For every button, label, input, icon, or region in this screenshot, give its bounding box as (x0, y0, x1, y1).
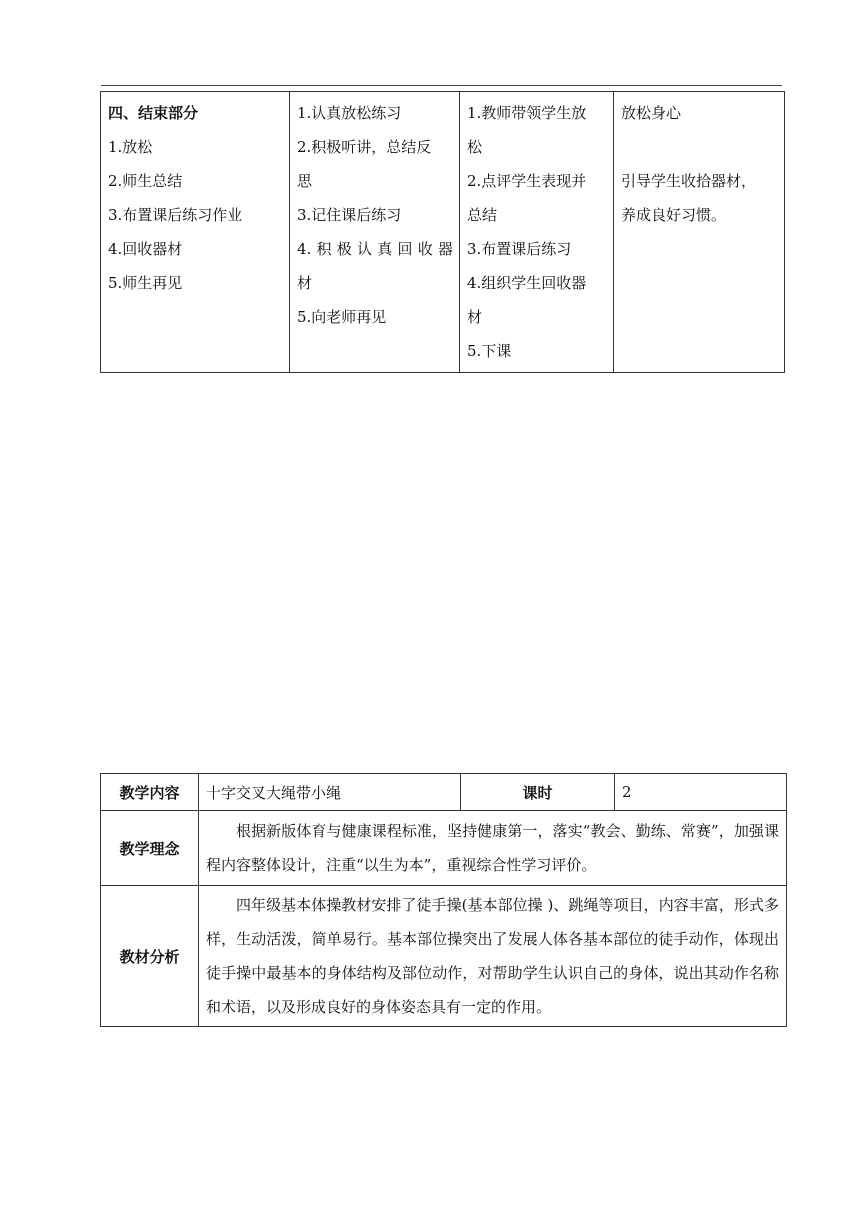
list-item: 3.记住课后练习 (297, 206, 402, 224)
hours-label: 课时 (461, 774, 615, 811)
philosophy-row (101, 811, 787, 886)
list-item: 2.师生总结 (108, 172, 183, 190)
list-item: 4.积极认真回收器 (297, 240, 453, 258)
content-row (101, 774, 787, 811)
lesson-info-table (100, 773, 787, 1027)
list-item: 5.向老师再见 (297, 308, 387, 326)
list-item: 1.放松 (108, 138, 153, 156)
content-label: 教学内容 (101, 774, 199, 811)
list-item: 材 (467, 308, 483, 326)
section-heading: 四、结束部分 (108, 104, 199, 122)
list-item: 2.积极听讲，总结反 (297, 138, 432, 156)
ending-row (101, 92, 785, 373)
content-value: 十字交叉大绳带小绳 (199, 774, 461, 811)
list-item: 思 (297, 172, 313, 190)
ending-col-goal (614, 92, 785, 373)
list-item: 3.布置课后练习 (467, 240, 572, 258)
list-item: 材 (297, 274, 313, 292)
list-item: 5.师生再见 (108, 274, 183, 292)
list-item: 3.布置课后练习作业 (108, 206, 243, 224)
ending-section-table (100, 91, 785, 373)
list-item: 放松身心 (621, 104, 682, 122)
list-item: 1.教师带领学生放 (467, 104, 587, 122)
list-item: 4.组织学生回收器 (467, 274, 587, 292)
list-item: 1.认真放松练习 (297, 104, 402, 122)
ending-col-student (290, 92, 460, 373)
list-item: 4.回收器材 (108, 240, 183, 258)
ending-col-teacher (460, 92, 614, 373)
list-item: 引导学生收拾器材， (621, 172, 757, 190)
ending-col-content (101, 92, 290, 373)
philosophy-label: 教学理念 (101, 811, 199, 886)
hours-value: 2 (615, 774, 787, 811)
analysis-row (101, 886, 787, 1027)
analysis-label: 教材分析 (101, 886, 199, 1027)
spacer (621, 130, 778, 164)
list-item: 养成良好习惯。 (621, 206, 727, 224)
list-item: 总结 (467, 206, 498, 224)
list-item: 5.下课 (467, 342, 512, 360)
analysis-text: 四年级基本体操教材安排了徒手操(基本部位操 )、跳绳等项目，内容丰富，形式多样，生动活泼，简单易行。基本部位操突出了发展人体各基本部位的徒手动作，体现出徒手操中最基本的身体结构及部位动作，对帮助学生认识自己的身体，说出其动作名称和术语，以及形成良好的身体姿态具有一定的作用。 (206, 896, 779, 1016)
list-item: 松 (467, 138, 483, 156)
header-rule (101, 85, 782, 86)
philosophy-text: 根据新版体育与健康课程标准，坚持健康第一，落实“教会、勤练、常赛”，加强课程内容整体设计，注重“以生为本”，重视综合性学习评价。 (206, 822, 779, 874)
list-item: 2.点评学生表现并 (467, 172, 587, 190)
